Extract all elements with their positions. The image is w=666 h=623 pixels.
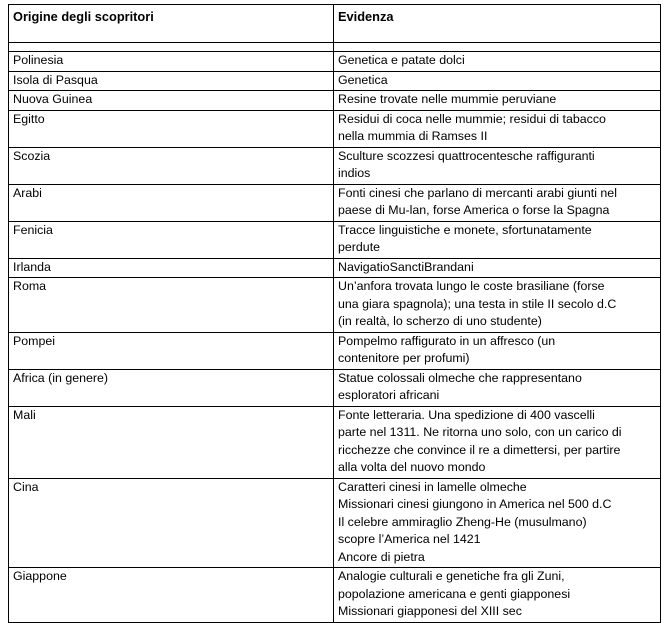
evidence-line: Ancore di pietra <box>338 549 425 564</box>
origin-cell: Giappone <box>9 568 334 623</box>
evidence-table <box>8 4 661 623</box>
evidence-line: Un’anfora trovata lungo le coste brasiliane (forse <box>338 279 605 293</box>
evidence-line: contenitore per profumi) <box>338 351 470 365</box>
origin-cell: Africa (in genere) <box>9 369 334 406</box>
evidence-cell <box>334 278 661 333</box>
evidence-line: Tracce linguistiche e monete, sfortunatamente <box>338 222 592 237</box>
evidence-line: Genetica e patate dolci <box>338 53 465 67</box>
evidence-line: paese di Mu-lan, forse America o forse la Spagna <box>338 203 610 217</box>
table-row <box>9 406 661 478</box>
evidence-line: Missionari cinesi giungono in America nel 500 d.C <box>338 497 612 511</box>
evidence-line: esploratori africani <box>338 388 440 402</box>
header-origin: Origine degli scopritori <box>9 5 334 43</box>
evidence-line: NavigatioSanctiBrandani <box>338 259 474 274</box>
evidence-line: Resine trovate nelle mummie peruviane <box>338 92 557 106</box>
evidence-cell <box>334 147 661 184</box>
evidence-cell <box>334 221 661 258</box>
evidence-cell <box>334 91 661 111</box>
header-row <box>9 5 661 43</box>
evidence-line: una giara spagnola); una testa in stile II secolo d.C <box>338 296 617 311</box>
table-row <box>9 568 661 623</box>
origin-cell: Cina <box>9 478 334 568</box>
spacer-cell <box>9 43 334 52</box>
evidence-line: Missionari giapponesi del XIII sec <box>338 604 522 618</box>
evidence-cell <box>334 184 661 221</box>
evidence-line: Genetica <box>338 72 388 87</box>
evidence-cell <box>334 258 661 278</box>
evidence-line: Analogie culturali e genetiche fra gli Zuni, <box>338 569 565 583</box>
table-row <box>9 91 661 111</box>
spacer-row <box>9 43 661 52</box>
table-body <box>9 43 661 623</box>
evidence-line: Fonti cinesi che parlano di mercanti arabi giunti nel <box>338 185 617 200</box>
table-row <box>9 52 661 72</box>
evidence-line: Fonte letteraria. Una spedizione di 400 vascelli <box>338 407 595 422</box>
evidence-line: Caratteri cinesi in lamelle olmeche <box>338 479 527 494</box>
table-row <box>9 478 661 568</box>
header-evidence: Evidenza <box>334 5 661 43</box>
evidence-line: popolazione americana e genti giapponesi <box>338 586 571 601</box>
origin-cell: Mali <box>9 406 334 478</box>
origin-cell: Irlanda <box>9 258 334 278</box>
evidence-cell <box>334 52 661 72</box>
evidence-line: parte nel 1311. Ne ritorna uno solo, con un carico di <box>338 425 622 439</box>
evidence-line: perdute <box>338 240 381 254</box>
evidence-cell <box>334 71 661 91</box>
evidence-cell <box>334 478 661 568</box>
origin-cell: Egitto <box>9 110 334 147</box>
evidence-line: Sculture scozzesi quattrocentesche raffiguranti <box>338 148 595 163</box>
origin-cell: Pompei <box>9 332 334 369</box>
evidence-cell <box>334 110 661 147</box>
evidence-line: Pompelmo raffigurato in un affresco (un <box>338 333 556 348</box>
table-row <box>9 110 661 147</box>
table-row <box>9 147 661 184</box>
evidence-cell <box>334 369 661 406</box>
evidence-line: indios <box>338 166 371 180</box>
table-row <box>9 71 661 91</box>
evidence-cell <box>334 332 661 369</box>
origin-cell: Nuova Guinea <box>9 91 334 111</box>
table-row <box>9 369 661 406</box>
evidence-cell <box>334 568 661 623</box>
origin-cell: Fenicia <box>9 221 334 258</box>
origin-cell: Isola di Pasqua <box>9 71 334 91</box>
table-row <box>9 221 661 258</box>
origin-cell: Scozia <box>9 147 334 184</box>
evidence-line: ricchezze che convince il re a dimettersi, per partire <box>338 442 621 457</box>
evidence-line: Residui di coca nelle mummie; residui di tabacco <box>338 111 606 126</box>
table-row <box>9 332 661 369</box>
table-row <box>9 258 661 278</box>
spacer-cell <box>334 43 661 52</box>
table-row <box>9 184 661 221</box>
evidence-line: nella mummia di Ramses II <box>338 129 488 143</box>
evidence-line: alla volta del nuovo mondo <box>338 460 486 474</box>
evidence-cell <box>334 406 661 478</box>
evidence-line: Statue colossali olmeche che rappresentano <box>338 370 582 385</box>
evidence-line: Il celebre ammiraglio Zheng-He (musulmano) <box>338 514 587 529</box>
origin-cell: Roma <box>9 278 334 333</box>
table-row <box>9 278 661 333</box>
origin-cell: Polinesia <box>9 52 334 72</box>
evidence-line: (in realtà, lo scherzo di uno studente) <box>338 314 542 328</box>
origin-cell: Arabi <box>9 184 334 221</box>
evidence-line: scopre l’America nel 1421 <box>338 532 481 546</box>
